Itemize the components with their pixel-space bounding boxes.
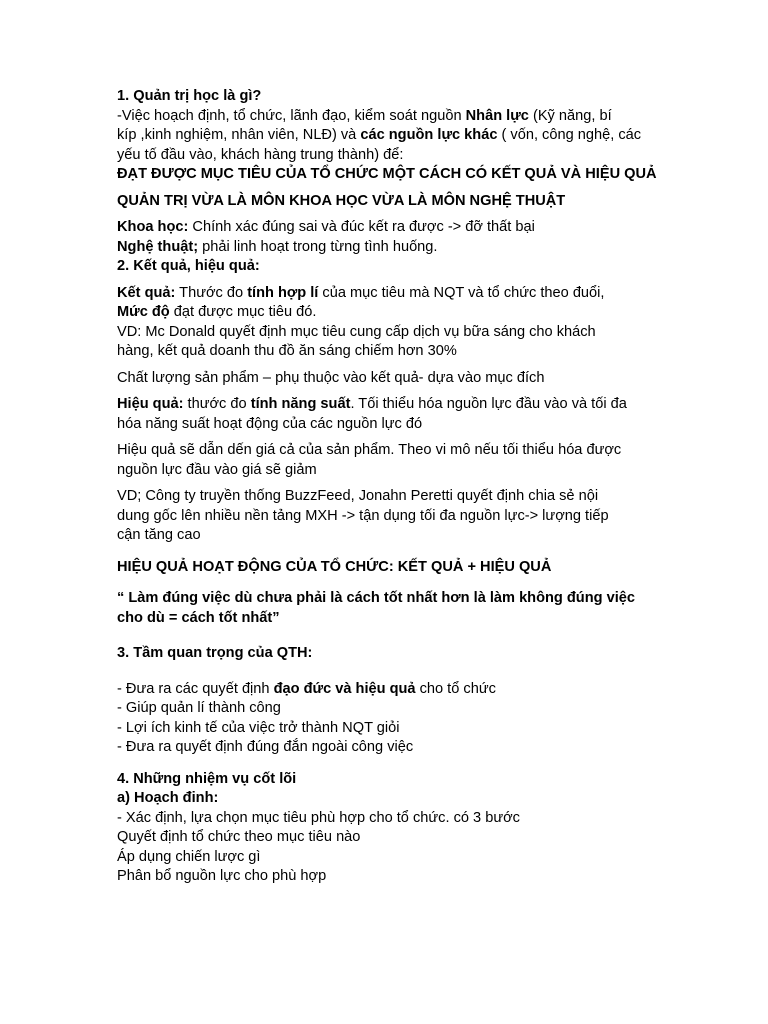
definition-muc-do: Mức độ đạt được mục tiêu đó. [117,304,317,320]
quote-line: “ Làm đúng việc dù chưa phải là cách tốt nhất hơn là làm không đúng việc [117,590,636,606]
list-item: - Giúp quản lí thành công [117,700,281,716]
paragraph-line: yếu tố đầu vào, khách hàng trung thành) để: [117,146,404,163]
list-item: - Đưa ra quyết định đúng đắn ngoài công việc [117,739,414,755]
section-4-heading: 4. Những nhiệm vụ cốt lõi [117,770,297,787]
list-item: - Đưa ra các quyết định đạo đức và hiệu quả cho tổ chức [117,680,496,697]
paragraph-line: -Việc hoạch định, tổ chức, lãnh đạo, kiểm soát nguồn Nhân lực (Kỹ năng, bí [117,107,612,124]
caps-statement: QUẢN TRỊ VỪA LÀ MÔN KHOA HỌC VỪA LÀ MÔN NGHỆ THUẬT [117,192,566,209]
quote-line: cho dù = cách tốt nhất” [117,609,280,626]
caps-statement: ĐẠT ĐƯỢC MỤC TIÊU CỦA TỔ CHỨC MỘT CÁCH CÓ KẾT QUẢ VÀ HIỆU QUẢ [117,166,657,182]
definition-khoa-hoc: Khoa học: Chính xác đúng sai và đúc kết ra được -> đỡ thất bại [117,219,535,235]
definition-ket-qua: Kết quả: Thước đo tính hợp lí của mục tiêu mà NQT và tổ chức theo đuổi, [117,284,605,301]
example-line: VD: Mc Donald quyết định mục tiêu cung cấp dịch vụ bữa sáng cho khách [117,323,596,340]
example-line: dung gốc lên nhiều nền tảng MXH -> tận dụng tối đa nguồn lực-> lượng tiếp [117,507,609,524]
example-line: VD; Công ty truyền thống BuzzFeed, Jonahn Peretti quyết định chia sẻ nội [117,488,599,504]
section-3-heading: 3. Tầm quan trọng của QTH: [117,645,313,661]
document-page [117,87,657,887]
paragraph-line: hóa năng suất hoạt động của các nguồn lực đó [117,415,423,432]
list-item: - Xác định, lựa chọn mục tiêu phù hợp cho tổ chức. có 3 bước [117,809,520,826]
list-item: - Lợi ích kinh tế của việc trở thành NQT giỏi [117,719,400,736]
example-line: cận tăng cao [117,527,201,543]
paragraph-line: Hiệu quả sẽ dẫn dến giá cả của sản phẩm. Theo vi mô nếu tối thiểu hóa được [117,442,622,458]
definition-hieu-qua: Hiệu quả: thước đo tính năng suất. Tối thiểu hóa nguồn lực đầu vào và tối đa [117,396,627,412]
example-line: hàng, kết quả doanh thu đồ ăn sáng chiếm hơn 30% [117,343,457,359]
paragraph-line: Chất lượng sản phẩm – phụ thuộc vào kết quả- dựa vào mục đích [117,369,545,386]
section-2-heading: 2. Kết quả, hiệu quả: [117,258,260,274]
paragraph-line: kíp ,kinh nghiệm, nhân viên, NLĐ) và các nguồn lực khác ( vốn, công nghệ, các [117,127,642,143]
paragraph-line: nguồn lực đầu vào giá sẽ giảm [117,461,317,478]
subsection-heading: a) Hoạch đinh: [117,790,219,806]
caps-statement: HIỆU QUẢ HOẠT ĐỘNG CỦA TỔ CHỨC: KẾT QUẢ + HIỆU QUẢ [117,558,552,575]
definition-nghe-thuat: Nghệ thuật; phải linh hoạt trong từng tình huống. [117,238,438,255]
list-item: Áp dụng chiến lược gì [117,848,261,865]
list-item: Quyết định tổ chức theo mục tiêu nào [117,829,361,845]
list-item: Phân bổ nguồn lực cho phù hợp [117,868,327,884]
section-1-heading: 1. Quản trị học là gì? [117,88,262,104]
